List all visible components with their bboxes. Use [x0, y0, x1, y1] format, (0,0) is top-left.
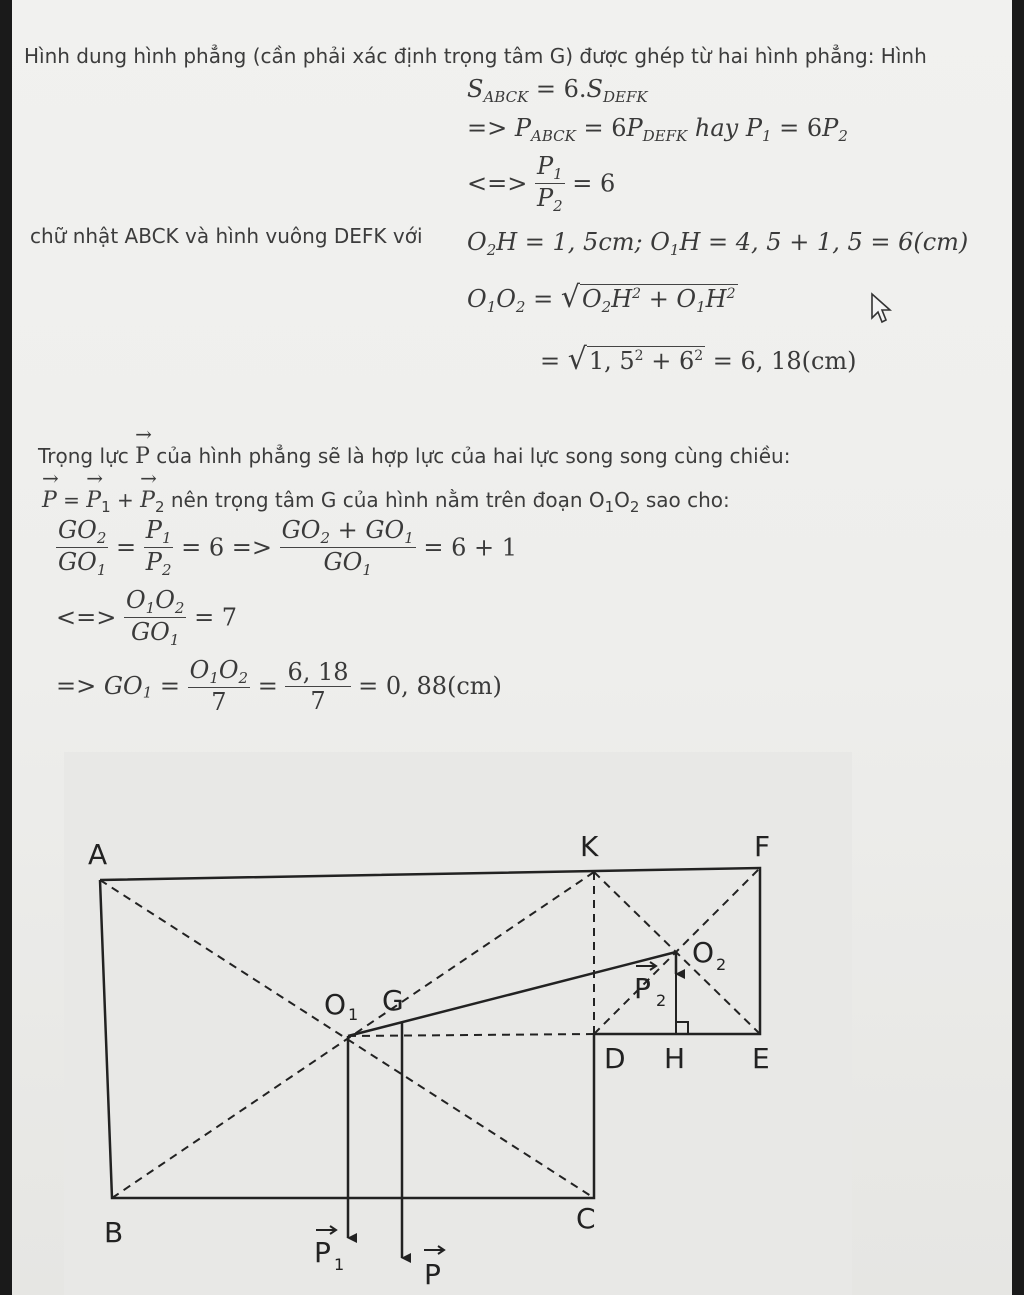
label-p1: P [314, 1236, 331, 1269]
label-p2: P [634, 972, 651, 1005]
figure-svg [64, 752, 852, 1295]
equation-area-ratio: $S_{ABCK} = 6.S_{DEFK}$ [467, 75, 648, 106]
geometry-figure [64, 752, 852, 1295]
label-o1-sub: 1 [348, 1005, 359, 1024]
figure-outline [100, 868, 760, 1198]
label-p: P [424, 1258, 441, 1291]
paragraph-line-1: Trọng lực → P của hình phẳng sẽ là hợp lực của hai lực song song cùng chiều: [38, 444, 790, 469]
label-p1-sub: 1 [334, 1255, 345, 1274]
equation-go-ratio: $\frac{GO_2}{GO_1}$ = $\frac{P_1}{P_2}$ = 6 => $\frac{GO_2 + GO_1}{GO_1}$ = 6 + 1 [58, 516, 518, 579]
label-c: C [576, 1202, 596, 1235]
document-screen [12, 0, 1012, 1295]
dashed-o1-d [348, 1034, 594, 1036]
equation-o2h-o1h: $O_2H = 1$, 5cm; $O_1H = 4$, 5 + 1, 5 = 6(cm) [467, 228, 969, 259]
equation-o1o2-sqrt: $O_1O_2 = √O_2H^2 + O_1H^2$ [467, 280, 736, 316]
label-a: A [88, 838, 108, 871]
label-o2-sub: 2 [716, 955, 727, 974]
label-b: B [104, 1216, 124, 1249]
label-k: K [580, 830, 599, 863]
vector-mark-p1 [316, 1226, 336, 1234]
equation-o1o2-over-go1: <=> $\frac{O_1O_2}{GO_1}$ = 7 [56, 586, 238, 649]
label-o2: O [692, 936, 715, 969]
vector-mark-p [424, 1246, 444, 1254]
vector-mark-p2 [636, 962, 656, 970]
intro-line-1: Hình dung hình phẳng (cần phải xác định trọng tâm G) được ghép từ hai hình phẳng: Hình [24, 44, 927, 68]
label-e: E [752, 1042, 770, 1075]
equation-p1-over-p2: <=> $\frac{P_1}{P_2}$ = 6 [467, 152, 616, 215]
label-o1: O [324, 988, 347, 1021]
right-angle-mark [676, 1022, 688, 1034]
label-f: F [754, 830, 771, 863]
equation-weight-ratio: => $P_{ABCK} = 6P_{DEFK}$ hay $P_1 = 6P_2$ [467, 114, 848, 145]
equation-o1o2-value: = √1, $5^2 + 6^2 = 6$, 18(cm) [540, 342, 857, 377]
mouse-cursor-icon [870, 292, 892, 324]
paragraph-line-2: → P = → $P_1$ + → $P_2$ nên trọng tâm G của hình nằm trên đoạn $O_1O_2$ sao cho: [42, 488, 730, 516]
intro-line-2: chữ nhật ABCK và hình vuông DEFK với [30, 224, 423, 248]
label-p2-sub: 2 [656, 991, 667, 1010]
label-d: D [604, 1042, 626, 1075]
equation-go1-value: => $GO_1$ = $\frac{O_1O_2}{7}$ = $\frac{6, 18}{7}$ = 0, 88(cm) [56, 656, 502, 716]
label-h: H [664, 1042, 686, 1075]
label-g: G [382, 984, 404, 1017]
